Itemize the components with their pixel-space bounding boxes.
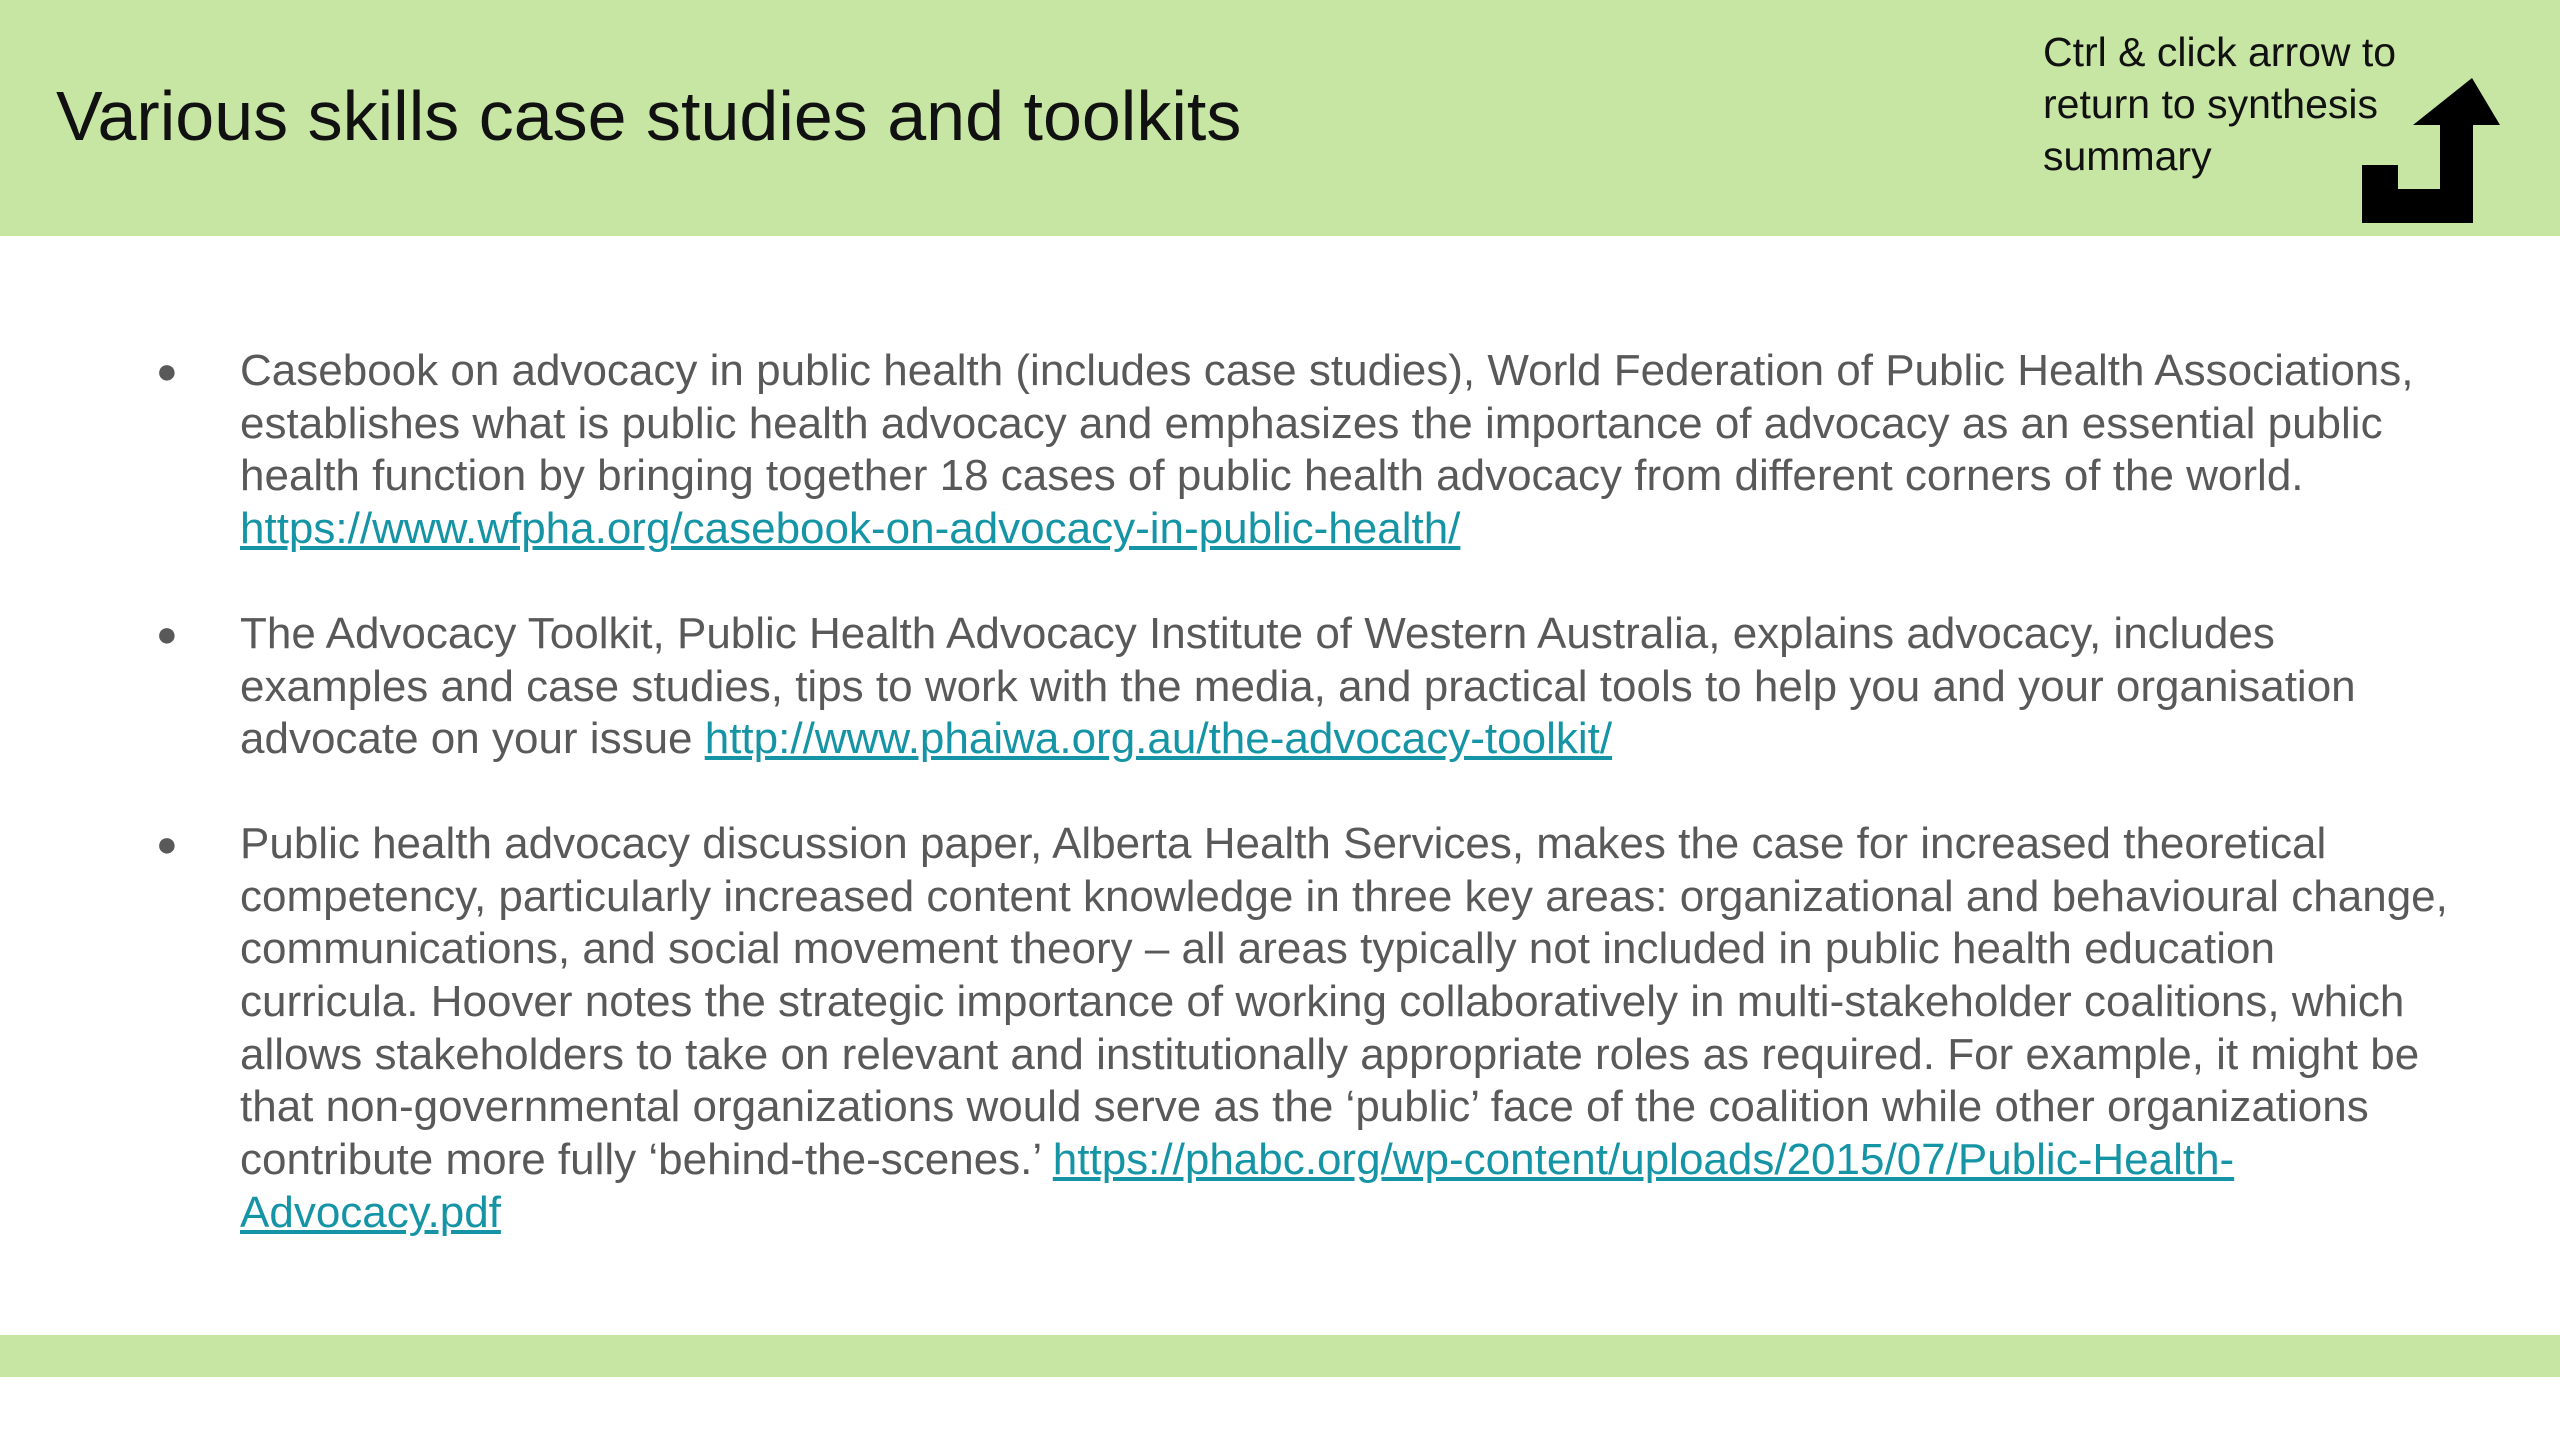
return-note: Ctrl & click arrow to return to synthesis summary (2043, 29, 2397, 179)
resource-list (150, 345, 2450, 1292)
slide-title: Various skills case studies and toolkits (56, 77, 1242, 155)
list-item (150, 818, 2450, 1240)
item-link[interactable]: https://phabc.org/wp-content/uploads/2015/07/Public-Health-Advocacy.pdf (240, 1135, 2235, 1237)
item-text: Public health advocacy discussion paper, Alberta Health Services, makes the case for increased theoretical competency, particularly increased content knowledge in three key areas: organizational and behavioural change, communications, and social movement theory – all areas typically not included in public health education curricula. Hoover notes the strategic importance of working collaboratively in multi-stakeholder coalitions, which allows stakeholders to take on relevant and institutionally appropriate roles as required. For example, it might be that non-governmental organizations would serve as the ‘public’ face of the coalition while other organizations contribute more fully ‘behind-the-scenes.’ (240, 818, 2448, 1185)
slide-header (0, 0, 2560, 236)
footer-bar (0, 1335, 2560, 1377)
item-text: The Advocacy Toolkit, Public Health Advocacy Institute of Western Australia, explains advocacy, includes examples and case studies, tips to work with the media, and practical tools to help you and your organisation advocate on your issue (240, 608, 2356, 764)
item-text: Casebook on advocacy in public health (includes case studies), World Federation of Public Health Associations, establishes what is public health advocacy and emphasizes the importance of advocacy as an essential public health function by bringing together 18 cases of public health advocacy from different corners of the world. (240, 346, 2414, 501)
list-item (150, 608, 2450, 766)
bullet-icon: ● (156, 822, 178, 864)
bullet-icon: ● (156, 350, 178, 391)
bullet-icon: ● (156, 612, 178, 654)
item-link[interactable]: http://www.phaiwa.org.au/the-advocacy-toolkit/ (704, 714, 1613, 764)
list-item (150, 345, 2450, 556)
return-arrow-icon[interactable] (2360, 78, 2500, 223)
item-link[interactable]: https://www.wfpha.org/casebook-on-advocacy-in-public-health/ (240, 504, 1461, 554)
